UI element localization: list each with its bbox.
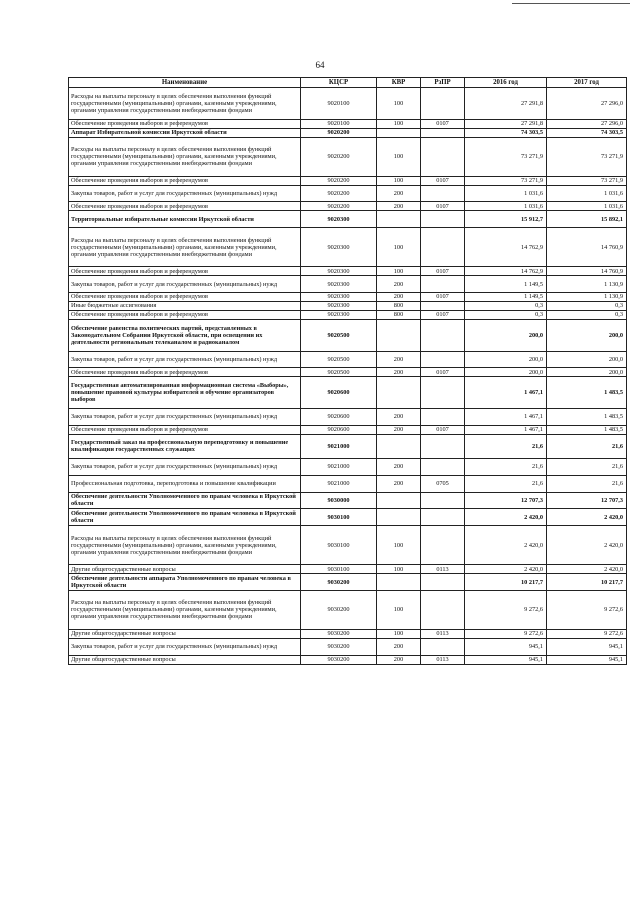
cell-name: Другие общегосударственные вопросы — [69, 629, 301, 638]
cell-rzpr: 0107 — [421, 267, 465, 276]
cell-kvr: 100 — [377, 228, 421, 267]
table-row — [69, 526, 627, 565]
cell-2017: 21,6 — [547, 458, 627, 475]
cell-2017: 0,3 — [547, 310, 627, 319]
cell-name: Обеспечение деятельности аппарата Уполномоченного по правам человека в Иркутской области — [69, 574, 301, 591]
cell-2016: 15 912,7 — [465, 211, 547, 228]
table-row — [69, 509, 627, 526]
cell-2017: 1 483,5 — [547, 408, 627, 425]
budget-table — [68, 77, 627, 665]
cell-2016: 9 272,6 — [465, 629, 547, 638]
cell-rzpr: 0705 — [421, 475, 465, 492]
table-row — [69, 202, 627, 211]
cell-2016: 9 272,6 — [465, 590, 547, 629]
cell-name: Расходы на выплаты персоналу в целях обеспечения выполнения функций государственными (муниципальными) органами, казенными учреждениями, органами управления государственными внебюджетными фондами — [69, 526, 301, 565]
cell-name: Аппарат Избирательной комиссии Иркутской области — [69, 128, 301, 137]
cell-rzpr — [421, 276, 465, 293]
cell-2016: 27 291,8 — [465, 88, 547, 120]
cell-2016: 945,1 — [465, 655, 547, 664]
table-row — [69, 310, 627, 319]
cell-rzpr: 0113 — [421, 629, 465, 638]
cell-2017: 73 271,9 — [547, 137, 627, 176]
cell-kcsr: 9020100 — [301, 119, 377, 128]
table-row — [69, 128, 627, 137]
cell-2016: 0,3 — [465, 310, 547, 319]
cell-name: Обеспечение проведения выборов и референдумов — [69, 119, 301, 128]
cell-2017: 2 420,0 — [547, 565, 627, 574]
cell-kvr: 200 — [377, 202, 421, 211]
cell-kcsr: 9020600 — [301, 408, 377, 425]
cell-name: Государственный заказ на профессиональную переподготовку и повышение квалификации государственных служащих — [69, 434, 301, 458]
cell-name: Расходы на выплаты персоналу в целях обеспечения выполнения функций государственными (муниципальными) органами, казенными учреждениями, органами управления государственными внебюджетными фондами — [69, 228, 301, 267]
cell-name: Расходы на выплаты персоналу в целях обеспечения выполнения функций государственными (муниципальными) органами, казенными учреждениями, органами управления государственными внебюджетными фондами — [69, 590, 301, 629]
cell-2016: 27 291,8 — [465, 119, 547, 128]
table-header-row — [69, 78, 627, 88]
cell-2017: 15 892,1 — [547, 211, 627, 228]
cell-kcsr: 9030200 — [301, 655, 377, 664]
cell-rzpr — [421, 228, 465, 267]
cell-2017: 200,0 — [547, 351, 627, 368]
cell-kcsr: 9020300 — [301, 301, 377, 310]
table-row — [69, 185, 627, 202]
cell-2017: 1 130,9 — [547, 292, 627, 301]
header-rzpr: РзПР — [421, 78, 465, 88]
table-row — [69, 475, 627, 492]
cell-2016: 73 271,9 — [465, 137, 547, 176]
cell-kcsr: 9020600 — [301, 377, 377, 409]
cell-2017: 9 272,6 — [547, 629, 627, 638]
cell-kcsr: 9021000 — [301, 434, 377, 458]
cell-kcsr: 9020200 — [301, 202, 377, 211]
cell-name: Обеспечение проведения выборов и референдумов — [69, 310, 301, 319]
header-2017: 2017 год — [547, 78, 627, 88]
cell-name: Обеспечение проведения выборов и референдумов — [69, 425, 301, 434]
cell-rzpr — [421, 509, 465, 526]
cell-kcsr: 9020300 — [301, 267, 377, 276]
cell-kcsr: 9020100 — [301, 88, 377, 120]
cell-kvr: 100 — [377, 590, 421, 629]
cell-rzpr — [421, 526, 465, 565]
cell-rzpr: 0113 — [421, 655, 465, 664]
cell-name: Расходы на выплаты персоналу в целях обеспечения выполнения функций государственными (муниципальными) органами, казенными учреждениями, органами управления государственными внебюджетными фондами — [69, 137, 301, 176]
table-row — [69, 655, 627, 664]
cell-name: Закупка товаров, работ и услуг для государственных (муниципальных) нужд — [69, 185, 301, 202]
table-row — [69, 267, 627, 276]
cell-2017: 27 296,0 — [547, 119, 627, 128]
cell-kvr: 200 — [377, 276, 421, 293]
cell-2016: 14 762,9 — [465, 228, 547, 267]
page-number: 64 — [315, 60, 325, 70]
cell-name: Иные бюджетные ассигнования — [69, 301, 301, 310]
cell-kvr: 200 — [377, 408, 421, 425]
cell-kvr: 100 — [377, 119, 421, 128]
table-row — [69, 565, 627, 574]
table-row — [69, 425, 627, 434]
header-kcsr: КЦСР — [301, 78, 377, 88]
cell-2017: 21,6 — [547, 475, 627, 492]
table-row — [69, 137, 627, 176]
cell-kvr: 100 — [377, 88, 421, 120]
cell-2016: 2 420,0 — [465, 509, 547, 526]
cell-rzpr — [421, 574, 465, 591]
cell-2016: 0,3 — [465, 301, 547, 310]
cell-name: Обеспечение равенства политических партий, представленных в Законодательном Собрании Иркутской области, при освещении их деятельности региональным телеканалом и радиоканалом — [69, 319, 301, 351]
cell-2017: 0,3 — [547, 301, 627, 310]
header-name: Наименование — [69, 78, 301, 88]
cell-2016: 200,0 — [465, 351, 547, 368]
cell-kcsr: 9030200 — [301, 574, 377, 591]
cell-kvr: 100 — [377, 137, 421, 176]
cell-rzpr — [421, 211, 465, 228]
table-row — [69, 292, 627, 301]
table-row — [69, 408, 627, 425]
cell-rzpr: 0107 — [421, 425, 465, 434]
table-row — [69, 368, 627, 377]
cell-2017: 1 483,5 — [547, 377, 627, 409]
cell-kvr: 100 — [377, 526, 421, 565]
cell-2016: 74 303,5 — [465, 128, 547, 137]
cell-kcsr: 9030200 — [301, 590, 377, 629]
cell-2017: 21,6 — [547, 434, 627, 458]
cell-rzpr — [421, 128, 465, 137]
cell-rzpr: 0107 — [421, 310, 465, 319]
cell-2016: 21,6 — [465, 475, 547, 492]
cell-2017: 14 760,9 — [547, 267, 627, 276]
cell-kvr — [377, 574, 421, 591]
cell-2017: 14 760,9 — [547, 228, 627, 267]
cell-rzpr — [421, 351, 465, 368]
header-2016: 2016 год — [465, 78, 547, 88]
cell-kvr: 200 — [377, 351, 421, 368]
cell-2017: 200,0 — [547, 319, 627, 351]
cell-rzpr — [421, 638, 465, 655]
table-row — [69, 458, 627, 475]
cell-2017: 27 296,0 — [547, 88, 627, 120]
table-row — [69, 228, 627, 267]
top-edge-rule — [512, 3, 630, 4]
cell-name: Обеспечение деятельности Уполномоченного по правам человека в Иркутской области — [69, 492, 301, 509]
cell-kcsr: 9030100 — [301, 565, 377, 574]
cell-2016: 1 149,5 — [465, 292, 547, 301]
cell-kvr: 100 — [377, 176, 421, 185]
cell-kcsr: 9020200 — [301, 185, 377, 202]
cell-kcsr: 9030100 — [301, 526, 377, 565]
cell-kvr — [377, 509, 421, 526]
cell-2016: 1 031,6 — [465, 202, 547, 211]
cell-rzpr — [421, 492, 465, 509]
cell-kvr: 200 — [377, 458, 421, 475]
cell-kvr: 200 — [377, 368, 421, 377]
table-row — [69, 319, 627, 351]
cell-name: Закупка товаров, работ и услуг для государственных (муниципальных) нужд — [69, 458, 301, 475]
cell-name: Обеспечение проведения выборов и референдумов — [69, 368, 301, 377]
cell-2017: 1 483,5 — [547, 425, 627, 434]
table-row — [69, 301, 627, 310]
cell-2017: 73 271,9 — [547, 176, 627, 185]
cell-kvr — [377, 377, 421, 409]
cell-2016: 200,0 — [465, 368, 547, 377]
cell-kcsr: 9020200 — [301, 137, 377, 176]
cell-rzpr: 0107 — [421, 202, 465, 211]
cell-2016: 945,1 — [465, 638, 547, 655]
cell-2016: 21,6 — [465, 458, 547, 475]
cell-2017: 2 420,0 — [547, 526, 627, 565]
cell-kcsr: 9020600 — [301, 425, 377, 434]
cell-kvr — [377, 319, 421, 351]
table-row — [69, 434, 627, 458]
cell-name: Обеспечение проведения выборов и референдумов — [69, 292, 301, 301]
cell-kcsr: 9020500 — [301, 319, 377, 351]
cell-2016: 1 149,5 — [465, 276, 547, 293]
table-row — [69, 351, 627, 368]
cell-rzpr — [421, 185, 465, 202]
cell-name: Другие общегосударственные вопросы — [69, 565, 301, 574]
cell-name: Другие общегосударственные вопросы — [69, 655, 301, 664]
cell-2017: 9 272,6 — [547, 590, 627, 629]
cell-rzpr — [421, 408, 465, 425]
cell-kvr: 200 — [377, 185, 421, 202]
cell-rzpr: 0107 — [421, 176, 465, 185]
cell-2016: 1 467,1 — [465, 408, 547, 425]
cell-kvr: 200 — [377, 475, 421, 492]
cell-2016: 200,0 — [465, 319, 547, 351]
table-row — [69, 176, 627, 185]
table-body — [69, 88, 627, 665]
cell-name: Закупка товаров, работ и услуг для государственных (муниципальных) нужд — [69, 638, 301, 655]
cell-kvr: 200 — [377, 638, 421, 655]
cell-kcsr: 9020500 — [301, 368, 377, 377]
table-row — [69, 574, 627, 591]
cell-kcsr: 9030200 — [301, 638, 377, 655]
header-kvr: КВР — [377, 78, 421, 88]
cell-rzpr: 0107 — [421, 292, 465, 301]
cell-kvr: 800 — [377, 301, 421, 310]
cell-kvr: 100 — [377, 629, 421, 638]
cell-2017: 10 217,7 — [547, 574, 627, 591]
cell-name: Закупка товаров, работ и услуг для государственных (муниципальных) нужд — [69, 276, 301, 293]
cell-kcsr: 9020300 — [301, 228, 377, 267]
table-row — [69, 377, 627, 409]
cell-2016: 73 271,9 — [465, 176, 547, 185]
cell-rzpr: 0107 — [421, 368, 465, 377]
cell-2017: 1 031,6 — [547, 185, 627, 202]
cell-rzpr — [421, 434, 465, 458]
cell-2016: 2 420,0 — [465, 526, 547, 565]
cell-rzpr — [421, 590, 465, 629]
cell-2017: 200,0 — [547, 368, 627, 377]
cell-kcsr: 9030000 — [301, 492, 377, 509]
cell-rzpr — [421, 458, 465, 475]
cell-kcsr: 9020200 — [301, 176, 377, 185]
cell-name: Обеспечение проведения выборов и референдумов — [69, 176, 301, 185]
cell-kcsr: 9020300 — [301, 292, 377, 301]
cell-rzpr — [421, 137, 465, 176]
cell-kcsr: 9021000 — [301, 475, 377, 492]
cell-kcsr: 9021000 — [301, 458, 377, 475]
cell-kvr: 100 — [377, 267, 421, 276]
cell-kcsr: 9020500 — [301, 351, 377, 368]
cell-2016: 2 420,0 — [465, 565, 547, 574]
cell-2017: 945,1 — [547, 655, 627, 664]
cell-2016: 1 467,1 — [465, 425, 547, 434]
cell-kvr: 200 — [377, 425, 421, 434]
cell-2016: 10 217,7 — [465, 574, 547, 591]
cell-2017: 1 130,9 — [547, 276, 627, 293]
table-row — [69, 276, 627, 293]
cell-2017: 1 031,6 — [547, 202, 627, 211]
cell-name: Территориальные избирательные комиссии Иркутской области — [69, 211, 301, 228]
cell-kcsr: 9030100 — [301, 509, 377, 526]
cell-2017: 12 707,3 — [547, 492, 627, 509]
cell-2016: 21,6 — [465, 434, 547, 458]
cell-2016: 14 762,9 — [465, 267, 547, 276]
cell-kcsr: 9020300 — [301, 211, 377, 228]
cell-kvr — [377, 434, 421, 458]
cell-kcsr: 9020300 — [301, 276, 377, 293]
cell-kvr — [377, 128, 421, 137]
cell-kcsr: 9020200 — [301, 128, 377, 137]
cell-kvr: 200 — [377, 655, 421, 664]
cell-rzpr — [421, 319, 465, 351]
cell-rzpr — [421, 88, 465, 120]
cell-2017: 945,1 — [547, 638, 627, 655]
cell-kvr: 200 — [377, 292, 421, 301]
cell-name: Профессиональная подготовка, переподготовка и повышение квалификации — [69, 475, 301, 492]
cell-rzpr — [421, 301, 465, 310]
cell-name: Государственная автоматизированная информационная система «Выборы», повышение правовой культуры избирателей и обучение организаторов выборов — [69, 377, 301, 409]
cell-kcsr: 9030200 — [301, 629, 377, 638]
cell-2017: 2 420,0 — [547, 509, 627, 526]
cell-kvr: 100 — [377, 565, 421, 574]
table-row — [69, 638, 627, 655]
cell-kvr: 800 — [377, 310, 421, 319]
table-row — [69, 492, 627, 509]
cell-name: Обеспечение проведения выборов и референдумов — [69, 267, 301, 276]
cell-kcsr: 9020300 — [301, 310, 377, 319]
cell-2016: 12 707,3 — [465, 492, 547, 509]
cell-name: Обеспечение проведения выборов и референдумов — [69, 202, 301, 211]
cell-name: Обеспечение деятельности Уполномоченного по правам человека в Иркутской области — [69, 509, 301, 526]
cell-kvr — [377, 211, 421, 228]
cell-kvr — [377, 492, 421, 509]
table-row — [69, 590, 627, 629]
table-row — [69, 629, 627, 638]
cell-rzpr: 0107 — [421, 119, 465, 128]
cell-2017: 74 303,5 — [547, 128, 627, 137]
cell-name: Закупка товаров, работ и услуг для государственных (муниципальных) нужд — [69, 351, 301, 368]
table-row — [69, 211, 627, 228]
cell-rzpr: 0113 — [421, 565, 465, 574]
cell-2016: 1 467,1 — [465, 377, 547, 409]
table-row — [69, 88, 627, 120]
cell-rzpr — [421, 377, 465, 409]
cell-name: Расходы на выплаты персоналу в целях обеспечения выполнения функций государственными (муниципальными) органами, казенными учреждениями, органами управления государственными внебюджетными фондами — [69, 88, 301, 120]
cell-2016: 1 031,6 — [465, 185, 547, 202]
table-row — [69, 119, 627, 128]
cell-name: Закупка товаров, работ и услуг для государственных (муниципальных) нужд — [69, 408, 301, 425]
